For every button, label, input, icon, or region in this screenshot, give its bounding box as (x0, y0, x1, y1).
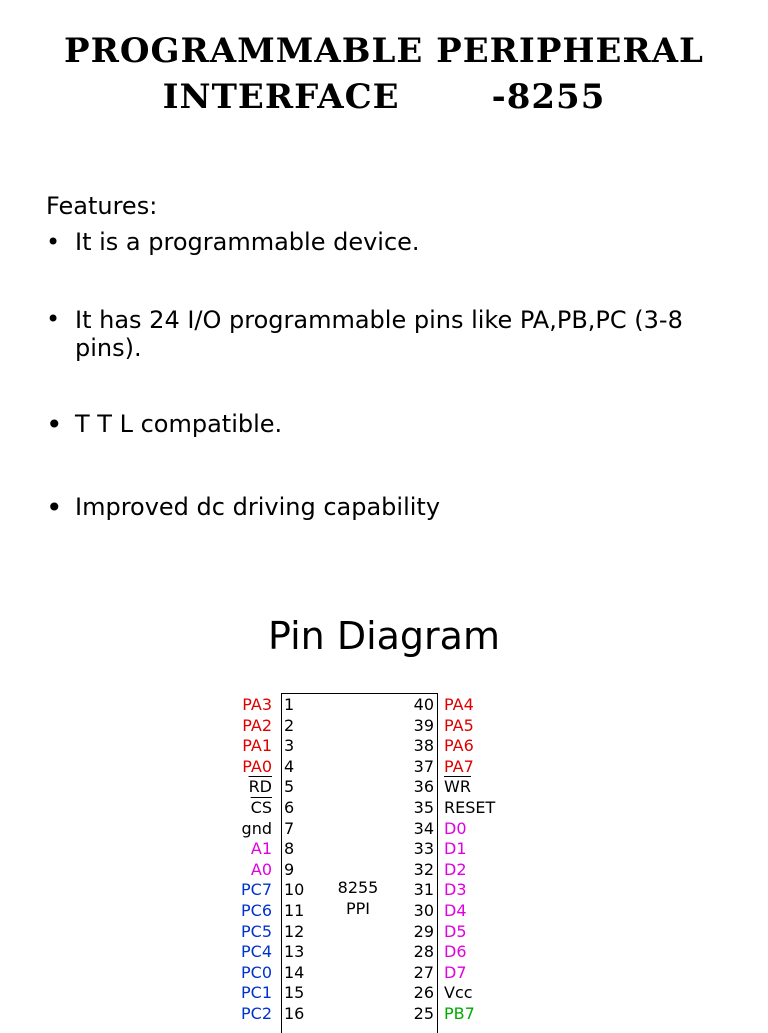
pin-number-right: 27 (413, 962, 434, 982)
pin-row (0, 1004, 768, 1024)
pin-row (0, 736, 768, 756)
pin-number-right: 30 (413, 901, 434, 920)
bullet-item: It is a programmable device. (75, 228, 420, 256)
bullet-item: It has 24 I/O programmable pins like PA,PB,PC (3-8 pins). (75, 306, 683, 362)
pin-number-right: 28 (413, 942, 434, 962)
chip-label-ppi: PPI (345, 899, 370, 918)
pin-number-left: 16 (284, 1004, 305, 1023)
pin-number-left: 2 (284, 715, 295, 735)
pin-diagram-title: Pin Diagram (268, 614, 500, 658)
title-part-number: -8255 (491, 77, 606, 117)
bullet-dot: • (46, 228, 61, 256)
pin-number-right: 39 (413, 715, 434, 735)
bullet-dot: • (46, 491, 63, 524)
pin-number-right: 25 (413, 1004, 434, 1023)
pin-number-left: 3 (284, 736, 295, 756)
pin-number-left: 10 (284, 880, 305, 900)
pin-row (0, 798, 768, 818)
pin-name-left: PC1 (241, 983, 272, 1003)
pin-number-left: 11 (284, 901, 305, 920)
pin-row (0, 922, 768, 942)
pin-name-right: PA5 (444, 715, 474, 735)
pin-name-right: D2 (444, 859, 467, 879)
pin-name-right: D5 (444, 921, 467, 941)
pin-name-right: D0 (444, 818, 467, 838)
pin-number-left: 1 (284, 695, 295, 714)
pin-name-right: D3 (444, 880, 467, 900)
pin-name-left: A1 (250, 839, 272, 859)
slide-title-line1: PROGRAMMABLE PERIPHERAL (64, 31, 704, 71)
pin-name-left: PC0 (241, 962, 272, 982)
pin-row (0, 777, 768, 797)
bullet-dot: • (46, 408, 63, 441)
bullet-dot: • (46, 305, 61, 333)
pin-number-right: 26 (413, 983, 434, 1003)
pin-row (0, 983, 768, 1003)
pin-row (0, 860, 768, 880)
pin-row (0, 901, 768, 921)
chip-label-8255: 8255 (337, 878, 379, 897)
pin-name-right: D1 (444, 839, 467, 859)
pin-name-right: Vcc (444, 983, 473, 1003)
pin-number-right: 40 (413, 695, 434, 714)
pin-name-left: PA1 (242, 736, 272, 756)
pin-row (0, 942, 768, 962)
pin-name-right: PA4 (444, 695, 474, 714)
pin-name-left: $\overline{RD}$ (248, 777, 272, 797)
pin-number-right: 35 (413, 798, 434, 817)
pin-number-right: 32 (413, 859, 434, 879)
pin-number-left: 12 (284, 921, 305, 941)
pin-name-left: PA2 (242, 715, 272, 735)
pin-name-left: PA0 (242, 756, 272, 776)
pin-number-right: 31 (413, 880, 434, 900)
pin-row (0, 880, 768, 900)
pin-name-left: PC2 (241, 1004, 272, 1023)
pin-number-right: 37 (413, 756, 434, 776)
pin-number-left: 7 (284, 818, 295, 838)
pin-name-left: $\overline{CS}$ (250, 798, 272, 817)
pin-row (0, 963, 768, 983)
pin-name-right: PA7 (444, 756, 474, 776)
pin-name-left: A0 (250, 859, 272, 879)
pin-row (0, 716, 768, 736)
pin-name-right: $\overline{WR}$ (444, 777, 471, 797)
pin-name-left: PC5 (241, 921, 272, 941)
pin-number-right: 34 (413, 818, 434, 838)
pin-row (0, 757, 768, 777)
pin-number-left: 15 (284, 983, 305, 1003)
pin-name-left: PC4 (241, 942, 272, 962)
pin-number-left: 4 (284, 756, 295, 776)
pin-row (0, 839, 768, 859)
bullet-item: Improved dc driving capability (75, 493, 441, 521)
pin-number-left: 14 (284, 962, 305, 982)
pin-number-left: 8 (284, 839, 295, 859)
bullet-item: T T L compatible. (75, 410, 283, 438)
pin-row (0, 695, 768, 715)
pin-name-right: D7 (444, 962, 467, 982)
pin-name-left: gnd (241, 818, 272, 838)
pin-name-left: PC7 (241, 880, 272, 900)
pin-name-right: PA6 (444, 736, 474, 756)
title-interface: INTERFACE (162, 77, 400, 117)
pin-name-right: D4 (444, 901, 467, 920)
features-heading: Features: (46, 192, 158, 220)
pin-number-left: 9 (284, 859, 295, 879)
pin-number-left: 5 (284, 777, 295, 797)
slide-title-line2 (0, 73, 768, 121)
pin-row (0, 819, 768, 839)
pin-number-right: 38 (413, 736, 434, 756)
pin-name-left: PA3 (242, 695, 272, 714)
pin-number-left: 13 (284, 942, 305, 962)
pin-name-right: D6 (444, 942, 467, 962)
pin-name-left: PC6 (241, 901, 272, 920)
pin-number-left: 6 (284, 798, 295, 817)
pin-name-right: RESET (444, 798, 496, 817)
pin-number-right: 33 (413, 839, 434, 859)
pin-name-right: PB7 (444, 1004, 475, 1023)
pin-number-right: 36 (413, 777, 434, 797)
pin-number-right: 29 (413, 921, 434, 941)
